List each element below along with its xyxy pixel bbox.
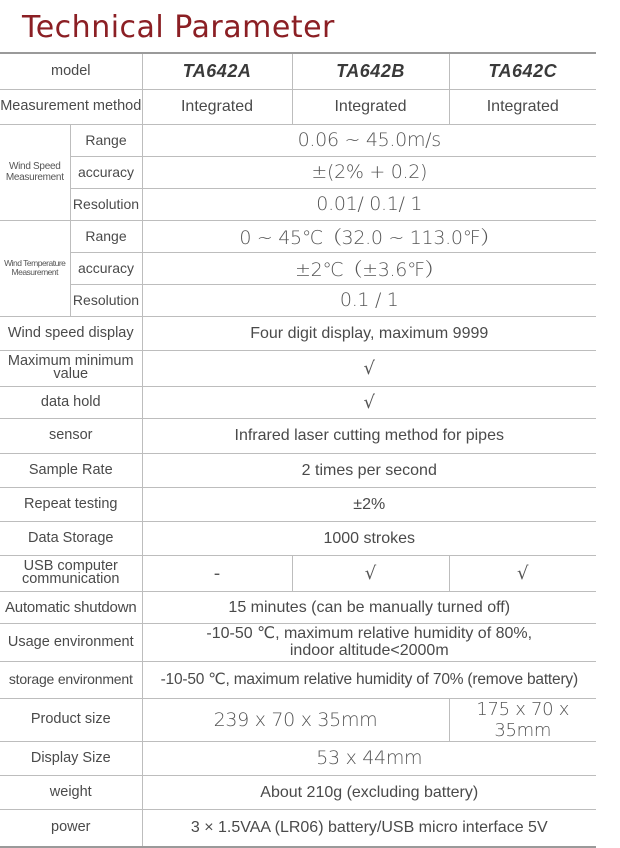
- row-wind-speed-accuracy: [0, 156, 596, 188]
- row-wind-temp-range: [0, 220, 596, 252]
- storage-env-label: storage environment: [0, 661, 142, 698]
- wind-temp-range-value: 0 ~ 45℃（32.0 ~ 113.0℉）: [142, 220, 596, 252]
- power-value: 3 × 1.5VAA (LR06) battery/USB micro interface 5V: [142, 809, 596, 847]
- row-data-hold: [0, 386, 596, 418]
- display-size-label: Display Size: [0, 741, 142, 775]
- usage-env-label: Usage environment: [0, 623, 142, 661]
- row-weight: [0, 775, 596, 809]
- row-repeat-testing: [0, 487, 596, 521]
- wind-speed-range-label: Range: [70, 124, 142, 156]
- row-auto-shutdown: [0, 591, 596, 623]
- wind-speed-accuracy-label: accuracy: [70, 156, 142, 188]
- row-wind-temp-accuracy: [0, 252, 596, 284]
- model-b: TA642B: [292, 53, 449, 89]
- max-min-check: √: [142, 350, 596, 386]
- row-wind-speed-display: [0, 316, 596, 350]
- row-model: [0, 53, 596, 89]
- row-wind-temp-resolution: [0, 284, 596, 316]
- usage-env-line1: -10-50 ℃, maximum relative humidity of 80%,: [206, 625, 533, 642]
- auto-shutdown-label: Automatic shutdown: [0, 591, 142, 623]
- wind-temp-range-label: Range: [70, 220, 142, 252]
- power-label: power: [0, 809, 142, 847]
- model-label: model: [0, 53, 142, 89]
- sample-rate-value: 2 times per second: [142, 453, 596, 487]
- wind-temp-resolution-value: 0.1 / 1: [142, 284, 596, 316]
- usage-env-value: [142, 623, 596, 661]
- sensor-value: Infrared laser cutting method for pipes: [142, 418, 596, 453]
- model-c: TA642C: [449, 53, 596, 89]
- row-power: [0, 809, 596, 847]
- wind-temp-accuracy-label: accuracy: [70, 252, 142, 284]
- storage-env-value: -10-50 ℃, maximum relative humidity of 70% (remove battery): [142, 661, 596, 698]
- sensor-label: sensor: [0, 418, 142, 453]
- repeat-testing-value: ±2%: [142, 487, 596, 521]
- usb-c: √: [449, 555, 596, 591]
- row-data-storage: [0, 521, 596, 555]
- product-size-ab: 239 x 70 x 35mm: [142, 698, 449, 741]
- sample-rate-label: Sample Rate: [0, 453, 142, 487]
- row-product-size: [0, 698, 596, 741]
- product-size-c: 175 x 70 x 35mm: [449, 698, 596, 741]
- weight-value: About 210g (excluding battery): [142, 775, 596, 809]
- wind-speed-resolution-label: Resolution: [70, 188, 142, 220]
- row-usage-env: [0, 623, 596, 661]
- wind-speed-display-value: Four digit display, maximum 9999: [142, 316, 596, 350]
- data-storage-label: Data Storage: [0, 521, 142, 555]
- weight-label: weight: [0, 775, 142, 809]
- wind-speed-resolution-value: 0.01/ 0.1/ 1: [142, 188, 596, 220]
- row-wind-speed-range: [0, 124, 596, 156]
- spec-table: [0, 52, 596, 848]
- row-display-size: [0, 741, 596, 775]
- usb-b: √: [292, 555, 449, 591]
- wind-speed-display-label: Wind speed display: [0, 316, 142, 350]
- wind-speed-accuracy-value: ±(2% + 0.2): [142, 156, 596, 188]
- wind-speed-group-label: Wind Speed Measurement: [0, 124, 70, 220]
- wind-speed-range-value: 0.06 ~ 45.0m/s: [142, 124, 596, 156]
- wind-temp-resolution-label: Resolution: [70, 284, 142, 316]
- product-size-label: Product size: [0, 698, 142, 741]
- page-title: Technical Parameter: [22, 10, 335, 45]
- measurement-method-label: Measurement method: [0, 89, 142, 124]
- row-sensor: [0, 418, 596, 453]
- row-measurement-method: [0, 89, 596, 124]
- data-storage-value: 1000 strokes: [142, 521, 596, 555]
- data-hold-check: √: [142, 386, 596, 418]
- repeat-testing-label: Repeat testing: [0, 487, 142, 521]
- row-sample-rate: [0, 453, 596, 487]
- wind-temp-accuracy-value: ±2℃（±3.6℉）: [142, 252, 596, 284]
- usage-env-line2: indoor altitude<2000m: [289, 642, 449, 659]
- row-max-min: [0, 350, 596, 386]
- model-a: TA642A: [142, 53, 292, 89]
- method-a: Integrated: [142, 89, 292, 124]
- method-c: Integrated: [449, 89, 596, 124]
- display-size-value: 53 x 44mm: [142, 741, 596, 775]
- max-min-label: Maximum minimum value: [0, 350, 142, 386]
- auto-shutdown-value: 15 minutes (can be manually turned off): [142, 591, 596, 623]
- wind-temp-group-label: Wind Temperature Measurement: [0, 220, 70, 316]
- row-storage-env: [0, 661, 596, 698]
- usb-label: USB computer communication: [0, 555, 142, 591]
- method-b: Integrated: [292, 89, 449, 124]
- data-hold-label: data hold: [0, 386, 142, 418]
- row-wind-speed-resolution: [0, 188, 596, 220]
- row-usb: [0, 555, 596, 591]
- usb-a: -: [142, 555, 292, 591]
